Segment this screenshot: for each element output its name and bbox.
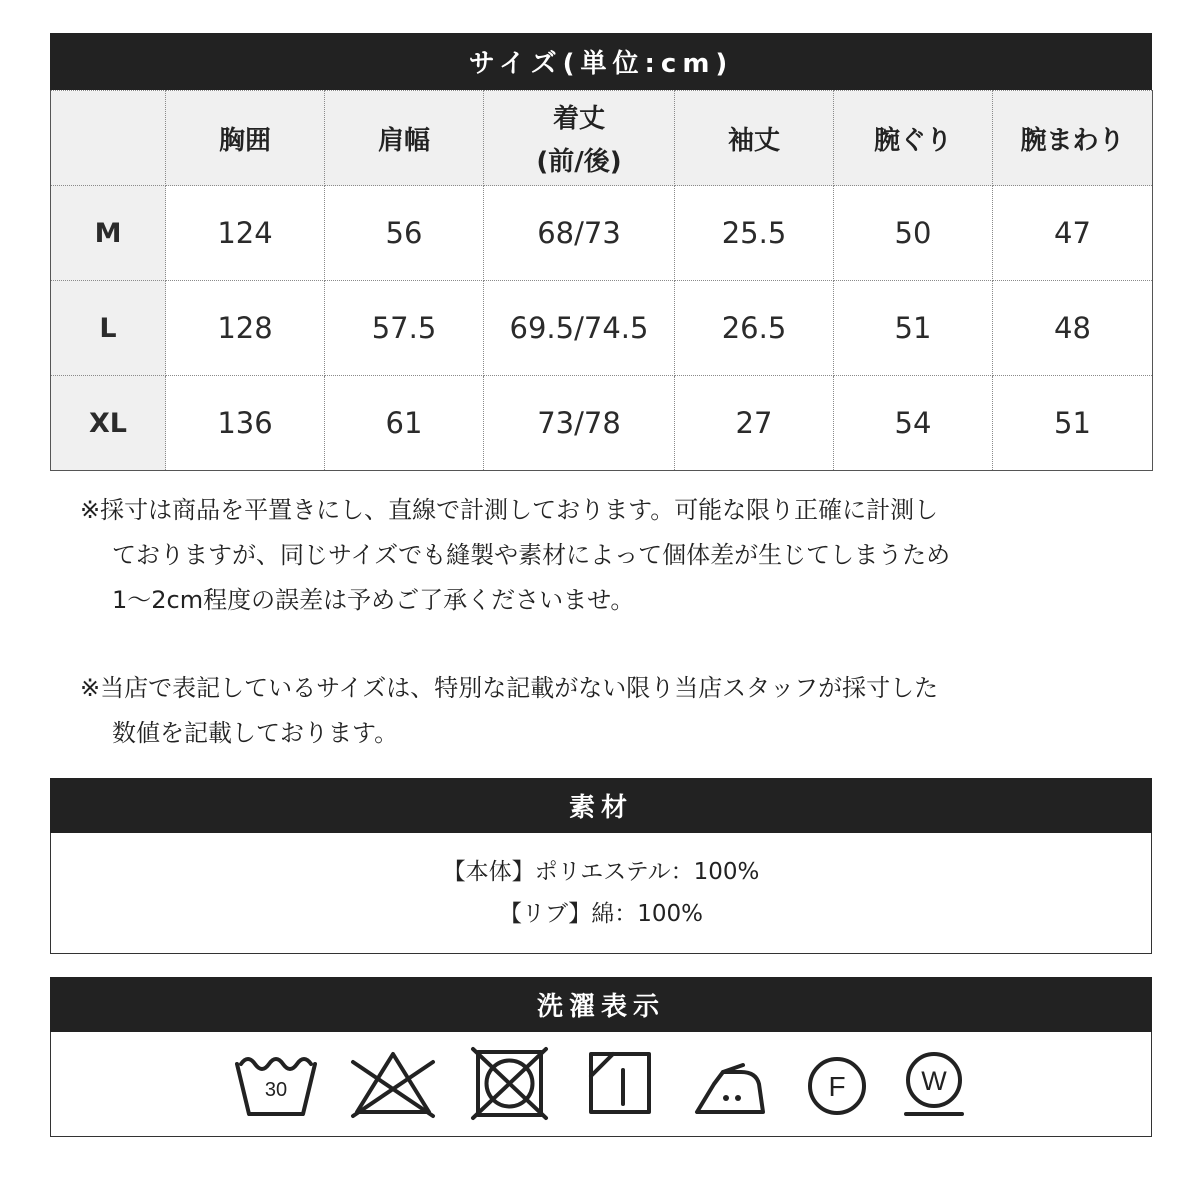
note-line: ておりますが、同じサイズでも縫製や素材によって個体差が生じてしまうため	[112, 541, 951, 569]
table-cell: 25.5	[675, 186, 834, 281]
header-arm-circumference: 腕まわり	[993, 91, 1153, 186]
care-section-header	[50, 977, 1152, 1032]
table-cell: 69.5/74.5	[484, 281, 675, 376]
table-cell: 73/78	[484, 376, 675, 471]
table-cell: 47	[993, 186, 1153, 281]
table-cell: 51	[993, 376, 1153, 471]
table-cell: 54	[834, 376, 993, 471]
note-line: 数値を記載しております。	[112, 719, 399, 747]
header-length	[484, 91, 675, 186]
wash-tub-30-icon	[237, 1059, 315, 1114]
header-length-label: 着丈	[552, 104, 605, 134]
table-cell: 68/73	[484, 186, 675, 281]
material-section-title: 素材	[568, 793, 633, 823]
table-cell: 48	[993, 281, 1153, 376]
size-label: L	[51, 281, 166, 376]
wet-clean-w-icon	[906, 1054, 962, 1114]
care-symbols	[51, 1032, 1151, 1136]
table-row	[51, 376, 1153, 471]
size-table	[50, 90, 1153, 471]
header-armhole: 腕ぐり	[834, 91, 993, 186]
size-section-header	[50, 33, 1152, 90]
header-shoulder: 肩幅	[325, 91, 484, 186]
table-cell: 136	[166, 376, 325, 471]
table-row	[51, 186, 1153, 281]
material-section-header	[50, 778, 1152, 833]
measurement-note	[80, 488, 1100, 623]
header-chest: 胸囲	[166, 91, 325, 186]
iron-low-icon	[697, 1065, 763, 1112]
material-body: 【本体】ポリエステル：100%	[442, 859, 760, 885]
header-sleeve: 袖丈	[675, 91, 834, 186]
table-cell: 61	[325, 376, 484, 471]
table-row	[51, 281, 1153, 376]
care-symbols-box	[50, 1032, 1152, 1137]
table-header-row	[51, 91, 1153, 186]
dry-clean-label: F	[828, 1071, 846, 1102]
size-note	[80, 666, 1100, 756]
header-length-sub: (前/後)	[536, 147, 622, 177]
table-cell: 128	[166, 281, 325, 376]
table-cell: 124	[166, 186, 325, 281]
care-section-title: 洗濯表示	[536, 992, 665, 1022]
wet-clean-label: W	[921, 1066, 947, 1096]
note-line: ※採寸は商品を平置きにし、直線で計測しております。可能な限り正確に計測し	[80, 496, 939, 524]
note-line: ※当店で表記しているサイズは、特別な記載がない限り当店スタッフが採寸した	[80, 674, 939, 702]
material-rib: 【リブ】綿：100%	[499, 901, 703, 927]
size-section-title: サイズ(単位:cm)	[468, 49, 734, 79]
header-corner-cell	[51, 91, 166, 186]
table-cell: 50	[834, 186, 993, 281]
size-label: M	[51, 186, 166, 281]
no-bleach-icon	[353, 1054, 433, 1116]
table-cell: 56	[325, 186, 484, 281]
dry-clean-f-icon	[810, 1059, 864, 1113]
wash-temp-label: 30	[264, 1079, 288, 1101]
line-dry-shade-icon	[591, 1054, 649, 1112]
material-box	[50, 833, 1152, 954]
size-label: XL	[51, 376, 166, 471]
table-cell: 51	[834, 281, 993, 376]
table-cell: 57.5	[325, 281, 484, 376]
note-line: 1～2cm程度の誤差は予めご了承くださいませ。	[112, 586, 635, 614]
table-cell: 26.5	[675, 281, 834, 376]
table-cell: 27	[675, 376, 834, 471]
no-tumble-dry-icon	[473, 1049, 546, 1118]
